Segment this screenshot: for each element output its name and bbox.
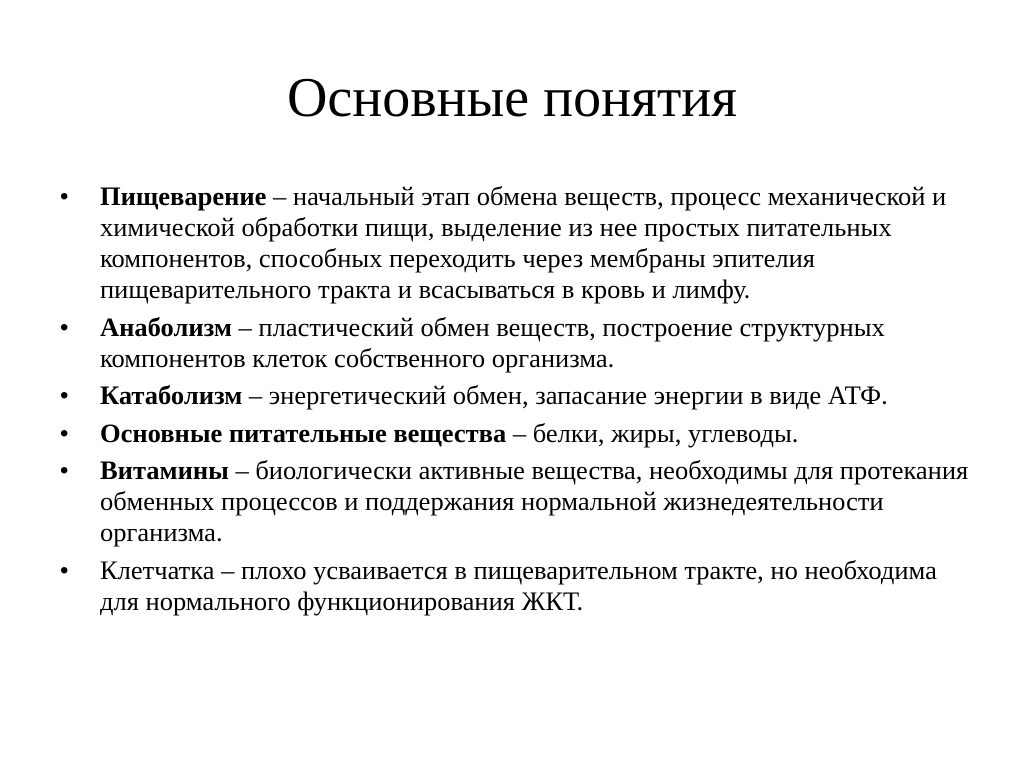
bullet-item-vitamins <box>60 455 980 548</box>
bullet-text: – белки, жиры, углеводы. <box>506 417 799 448</box>
bullet-item-digestion <box>60 181 980 305</box>
bullet-text: – пластический обмен веществ, построение структурных компонентов клеток собственного организма. <box>100 311 885 373</box>
bullet-icon: • <box>60 419 69 447</box>
bullet-term: Анаболизм <box>100 311 232 342</box>
bullet-item-catabolism <box>60 380 980 411</box>
bullet-item-nutrients <box>60 418 980 449</box>
bullet-term: Витамины <box>100 455 229 485</box>
bullet-term: Основные питательные вещества <box>100 417 507 448</box>
bullet-icon: • <box>60 183 69 210</box>
bullet-icon: • <box>60 313 69 341</box>
bullet-term: Катаболизм <box>100 380 243 410</box>
bullet-item-anabolism <box>60 312 980 374</box>
bullet-term: Пищеварение <box>100 181 267 211</box>
bullet-text: – энергетический обмен, запасание энергии в виде АТФ. <box>242 380 888 410</box>
slide-title: Основные понятия <box>286 67 738 129</box>
bullet-text: – начальный этап обмена веществ, процесс механической и химической обработки пищи, выделение из нее простых питательных компонентов, способных переходить через мембраны эпителия пищеварительного тракта и всасываться в кровь и лимфу. <box>100 181 947 304</box>
bullet-icon: • <box>60 382 69 409</box>
bullet-item-fiber <box>60 555 980 617</box>
bullet-text: – биологически активные вещества, необходимы для протекания обменных процессов и поддержания нормальной жизнедеятельности организма. <box>100 455 969 547</box>
bullet-icon: • <box>60 556 69 584</box>
bullet-icon: • <box>60 457 69 484</box>
bullet-text: Клетчатка – плохо усваивается в пищеварительном тракте, но необходима для нормального функционирования ЖКТ. <box>100 554 937 616</box>
bullet-list <box>60 181 980 623</box>
